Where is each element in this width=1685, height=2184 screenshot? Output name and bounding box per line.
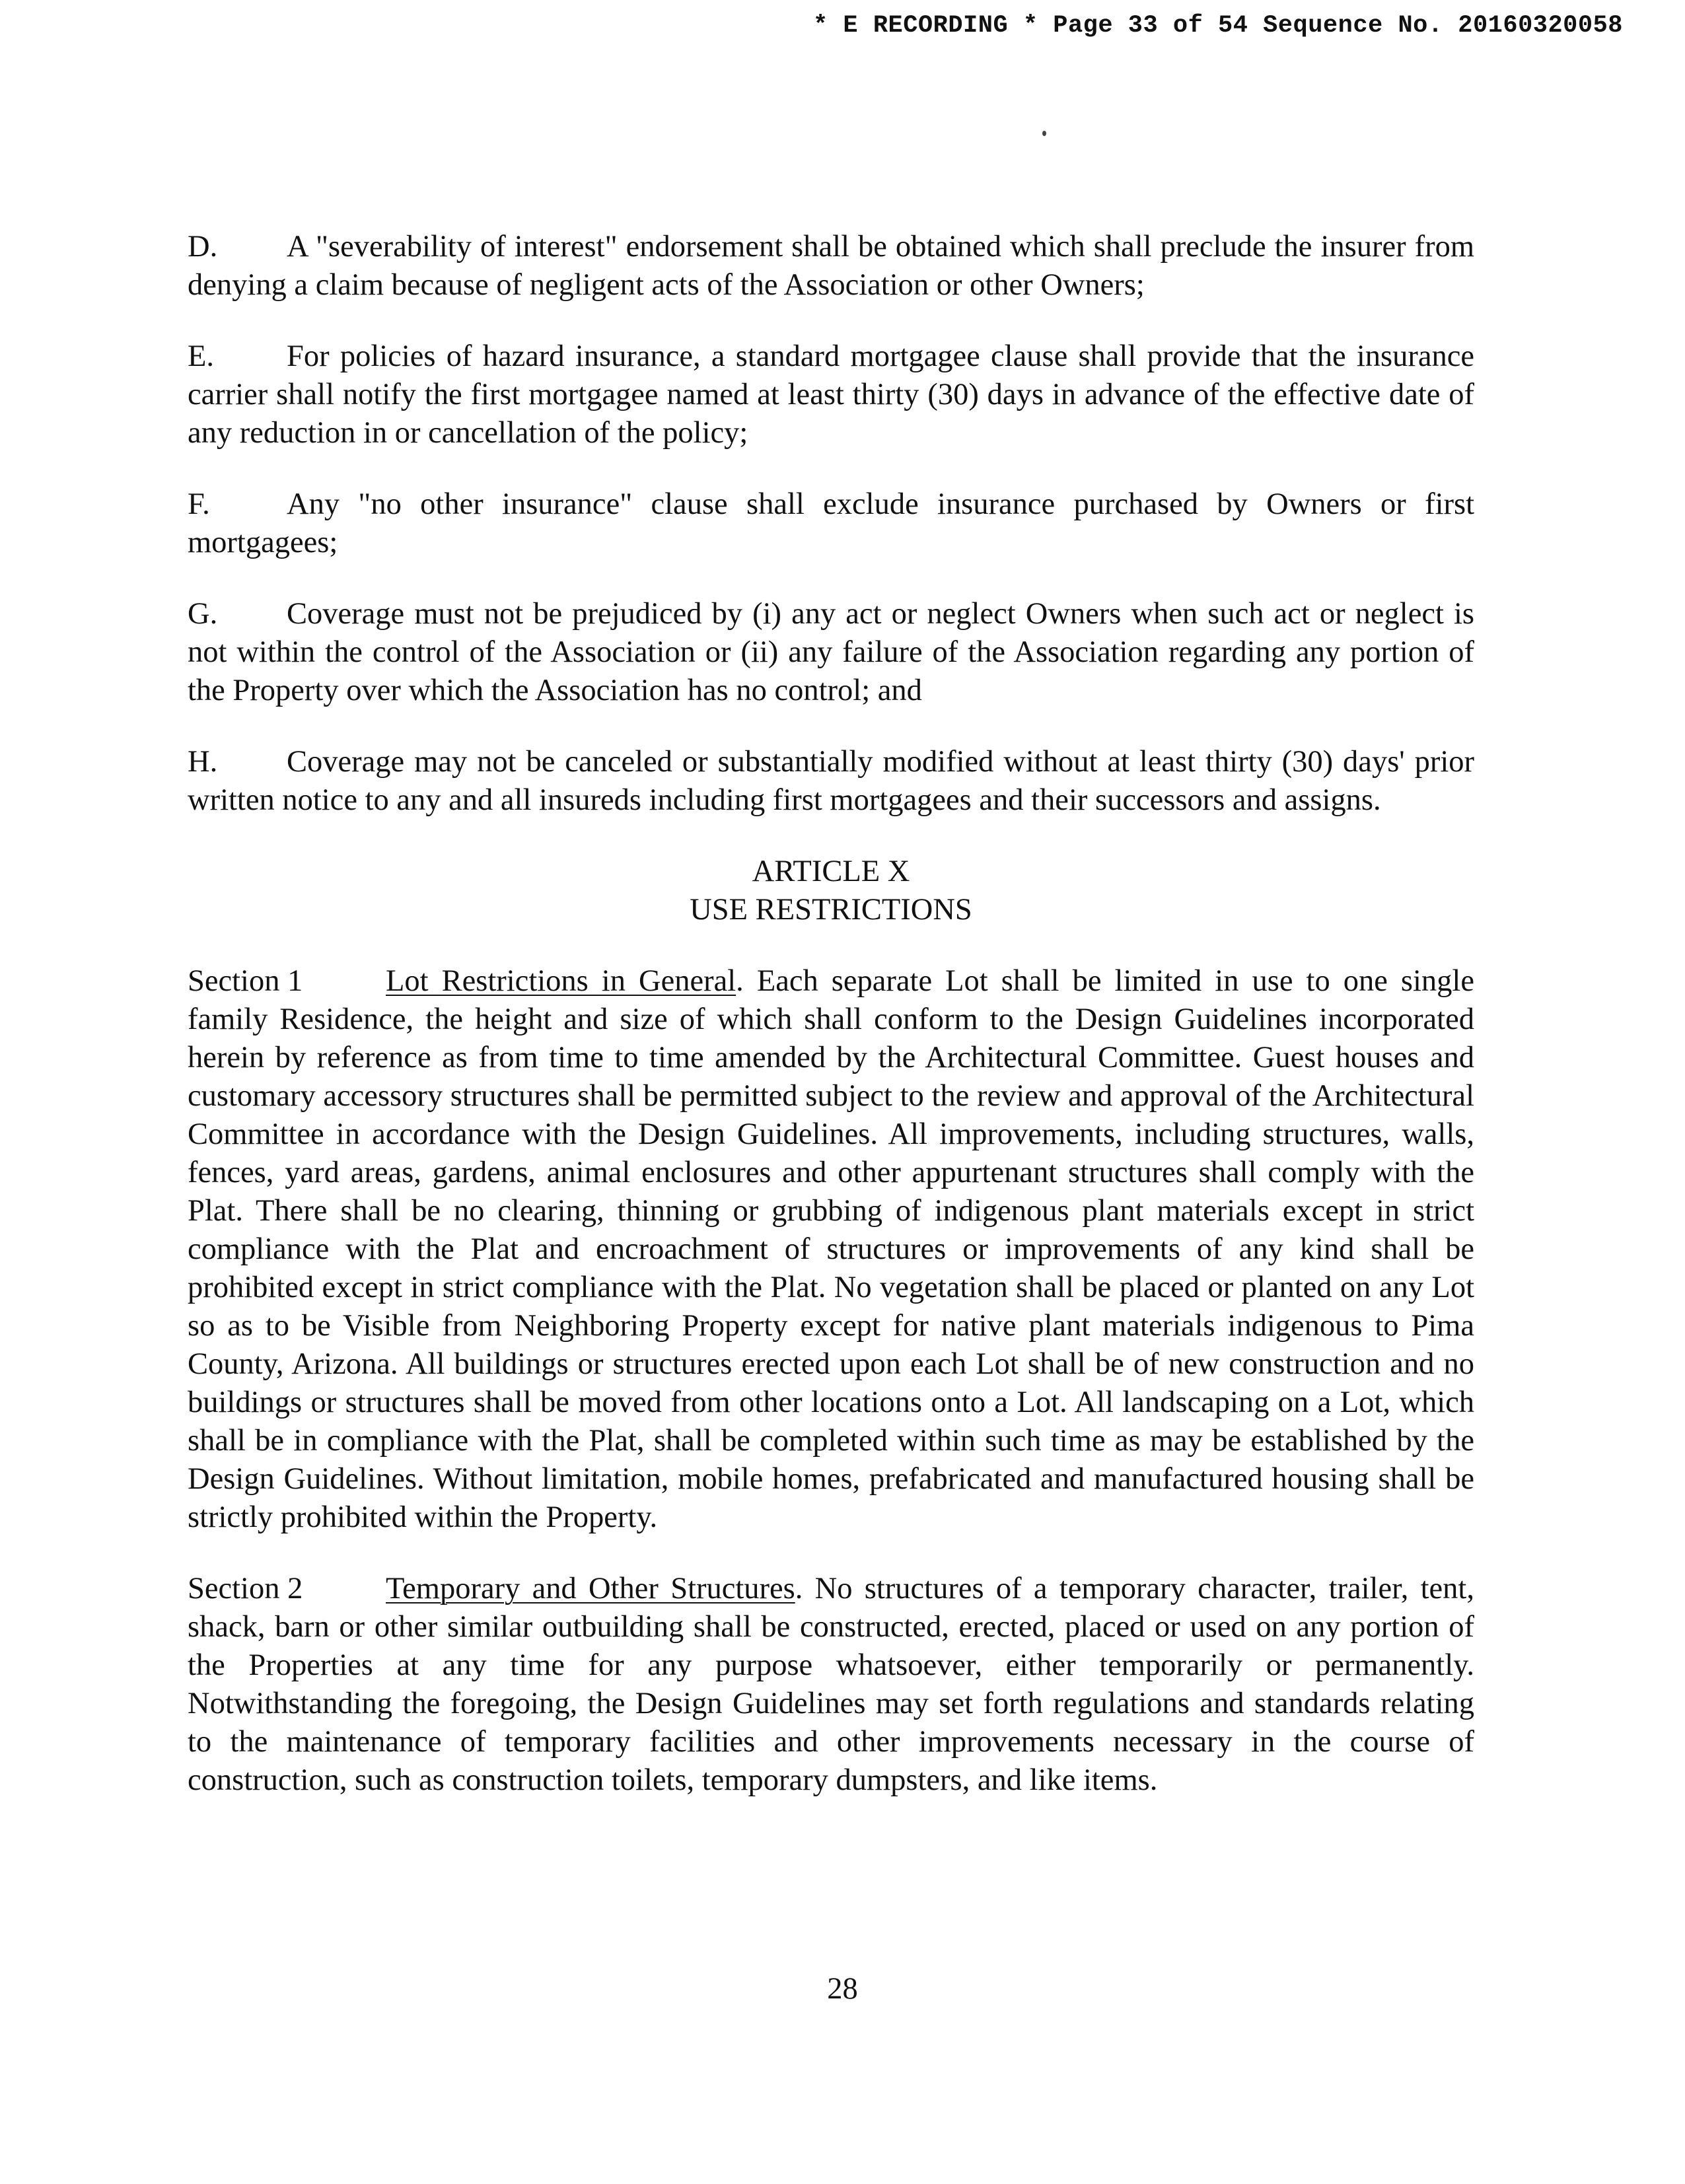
clause-g <box>188 595 1474 710</box>
article-title: USE RESTRICTIONS <box>690 893 972 927</box>
clause-f <box>188 485 1474 562</box>
clause-text: Coverage must not be prejudiced by (i) any act or neglect Owners when such act or neglect is not within the control of the Association or (ii) any failure of the Association regarding any portion of the Property over which the Association has no control; and <box>188 597 1474 707</box>
section-1 <box>188 962 1474 1537</box>
page-number: 28 <box>827 1972 858 2006</box>
clause-text: A "severability of interest" endorsement shall be obtained which shall preclude the insurer from denying a claim because of negligent acts of the Association or other Owners; <box>188 230 1474 302</box>
section-label: Section 2 <box>188 1572 303 1605</box>
section-2 <box>188 1570 1474 1800</box>
clause-letter: E. <box>188 339 215 373</box>
section-heading: Temporary and Other Structures <box>386 1572 795 1605</box>
scan-speck <box>1042 131 1046 136</box>
document-body <box>188 228 1474 1833</box>
clause-letter: H. <box>188 745 218 779</box>
section-heading: Lot Restrictions in General <box>386 964 736 998</box>
clause-letter: D. <box>188 230 218 264</box>
clause-d <box>188 228 1474 304</box>
section-label: Section 1 <box>188 964 303 998</box>
article-heading <box>188 853 1474 929</box>
clause-letter: G. <box>188 597 218 631</box>
recording-header: * E RECORDING * Page 33 of 54 Sequence No. 20160320058 <box>813 12 1623 40</box>
clause-h <box>188 743 1474 820</box>
article-number: ARTICLE X <box>752 855 910 888</box>
clause-text: Coverage may not be canceled or substantially modified without at least thirty (30) days' prior written notice to any and all insureds including first mortgagees and their successors and assigns. <box>188 745 1474 817</box>
section-text: . Each separate Lot shall be limited in use to one single family Residence, the height and size of which shall conform to the Design Guidelines incorporated herein by reference as from time to time amended by the Architectural Committee. Guest houses and customary accessory structures shall be permitted subject to the review and approval of the Architectural Committee in accordance with the Design Guidelines. All improvements, including structures, walls, fences, yard areas, gardens, animal enclosures and other appurtenant structures shall comply with the Plat. There shall be no clearing, thinning or grubbing of indigenous plant materials except in strict compliance with the Plat and encroachment of structures or improvements of any kind shall be prohibited except in strict compliance with the Plat. No vegetation shall be placed or planted on any Lot so as to be Visible from Neighboring Property except for native plant materials indigenous to Pima County, Arizona. All buildings or structures erected upon each Lot shall be of new construction and no buildings or structures shall be moved from other locations onto a Lot. All landscaping on a Lot, which shall be in compliance with the Plat, shall be completed within such time as may be established by the Design Guidelines. Without limitation, mobile homes, prefabricated and manufactured housing shall be strictly prohibited within the Property. <box>188 964 1474 1534</box>
section-text: . No structures of a temporary character, trailer, tent, shack, barn or other similar outbuilding shall be constructed, erected, placed or used on any portion of the Properties at any time for any purpose whatsoever, either temporarily or permanently. Notwithstanding the foregoing, the Design Guidelines may set forth regulations and standards relating to the maintenance of temporary facilities and other improvements necessary in the course of construction, such as construction toilets, temporary dumpsters, and like items. <box>188 1572 1474 1797</box>
clause-text: For policies of hazard insurance, a standard mortgagee clause shall provide that the insurance carrier shall notify the first mortgagee named at least thirty (30) days in advance of the effective date of any reduction in or cancellation of the policy; <box>188 339 1474 450</box>
clause-text: Any "no other insurance" clause shall exclude insurance purchased by Owners or first mortgagees; <box>188 487 1474 559</box>
clause-letter: F. <box>188 487 210 521</box>
clause-e <box>188 337 1474 452</box>
